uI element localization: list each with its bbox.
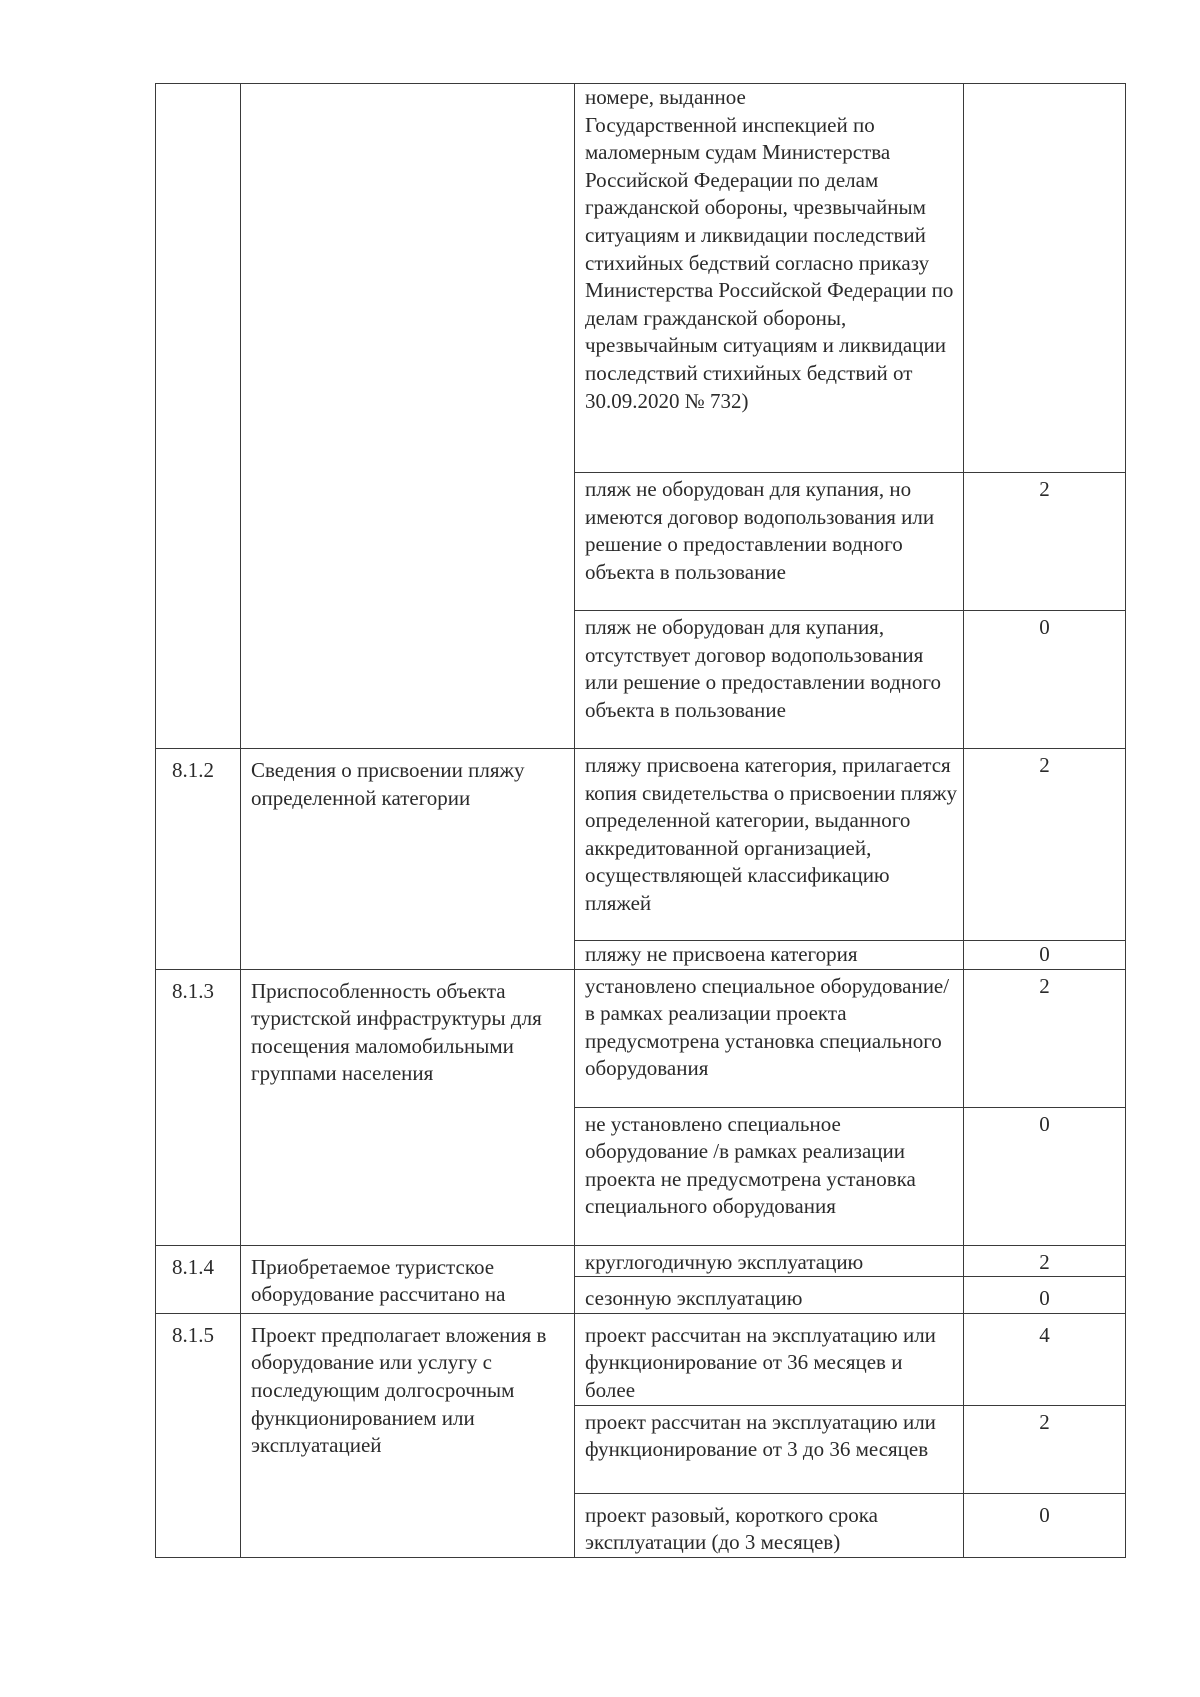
score-cell: 4 (964, 1313, 1126, 1405)
condition-cell: пляжу присвоена категория, прилагается копия свидетельства о присвоении пляжу определенной категории, выданного аккредитованной организацией, осуществляющей классификацию пляжей (575, 749, 964, 941)
table-row (156, 969, 1126, 1107)
score-cell: 0 (964, 941, 1126, 970)
score-cell (964, 84, 1126, 473)
criteria-table (155, 83, 1126, 1558)
condition-cell: проект разовый, короткого срока эксплуатации (до 3 месяцев) (575, 1493, 964, 1557)
item-number-cell: 8.1.5 (156, 1313, 241, 1557)
condition-cell: проект рассчитан на эксплуатацию или функционирование от 3 до 36 месяцев (575, 1405, 964, 1493)
condition-cell: пляж не оборудован для купания, отсутствует договор водопользования или решение о предоставлении водного объекта в пользование (575, 611, 964, 749)
criterion-cell (241, 84, 575, 749)
condition-cell: номере, выданное Государственной инспекцией по маломерным судам Министерства Российской Федерации по делам гражданской обороны, чрезвычайным ситуациям и ликвидации последствий стихийных бедствий согласно приказу Министерства Российской Федерации по делам гражданской обороны, чрезвычайным ситуациям и ликвидации последствий стихийных бедствий от 30.09.2020 № 732) (575, 84, 964, 473)
criterion-cell: Сведения о присвоении пляжу определенной категории (241, 749, 575, 970)
item-number-cell: 8.1.2 (156, 749, 241, 970)
condition-cell: пляжу не присвоена категория (575, 941, 964, 970)
criterion-cell: Приобретаемое туристское оборудование рассчитано на (241, 1245, 575, 1313)
score-cell: 2 (964, 1405, 1126, 1493)
item-number-cell (156, 84, 241, 749)
score-cell: 0 (964, 1107, 1126, 1245)
score-cell: 0 (964, 611, 1126, 749)
score-cell: 2 (964, 1245, 1126, 1277)
condition-cell: сезонную эксплуатацию (575, 1277, 964, 1314)
condition-cell: пляж не оборудован для купания, но имеются договор водопользования или решение о предоставлении водного объекта в пользование (575, 473, 964, 611)
condition-cell: не установлено специальное оборудование /в рамках реализации проекта не предусмотрена установка специального оборудования (575, 1107, 964, 1245)
score-cell: 2 (964, 749, 1126, 941)
table-row (156, 1245, 1126, 1277)
condition-cell: проект рассчитан на эксплуатацию или функционирование от 36 месяцев и более (575, 1313, 964, 1405)
score-cell: 2 (964, 969, 1126, 1107)
criterion-cell: Проект предполагает вложения в оборудование или услугу с последующим долгосрочным функционированием или эксплуатацией (241, 1313, 575, 1557)
score-cell: 2 (964, 473, 1126, 611)
condition-cell: установлено специальное оборудование/ в рамках реализации проекта предусмотрена установка специального оборудования (575, 969, 964, 1107)
criterion-cell: Приспособленность объекта туристской инфраструктуры для посещения маломобильными группами населения (241, 969, 575, 1245)
table-row (156, 84, 1126, 473)
condition-cell: круглогодичную эксплуатацию (575, 1245, 964, 1277)
table-row (156, 749, 1126, 941)
score-cell: 0 (964, 1277, 1126, 1314)
item-number-cell: 8.1.4 (156, 1245, 241, 1313)
item-number-cell: 8.1.3 (156, 969, 241, 1245)
table-row (156, 1313, 1126, 1405)
score-cell: 0 (964, 1493, 1126, 1557)
